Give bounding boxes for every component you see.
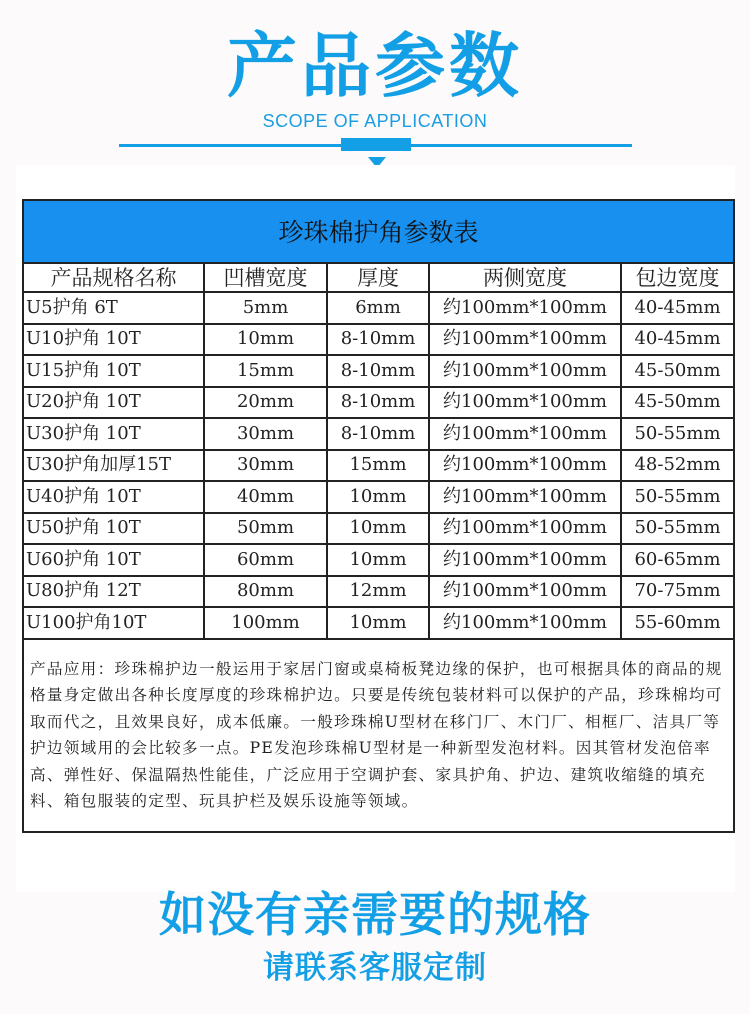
cell-thickness: 12mm	[327, 576, 429, 608]
divider-block	[341, 138, 411, 151]
cell-thickness: 10mm	[327, 544, 429, 576]
page-subtitle: SCOPE OF APPLICATION	[262, 111, 488, 131]
cta-headline: 如没有亲需要的规格	[159, 888, 591, 943]
cell-side-width: 约100mm*100mm	[429, 418, 621, 450]
cell-name: U20护角 10T	[24, 387, 204, 419]
col-header-side-width: 两侧宽度	[429, 264, 621, 292]
cell-side-width: 约100mm*100mm	[429, 544, 621, 576]
cell-name: U40护角 10T	[24, 481, 204, 513]
table-header-row	[24, 264, 733, 292]
cell-side-width: 约100mm*100mm	[429, 607, 621, 639]
table-row	[24, 544, 733, 576]
cell-groove-width: 40mm	[204, 481, 327, 513]
cell-name: U50护角 10T	[24, 513, 204, 545]
cell-groove-width: 10mm	[204, 324, 327, 356]
table-row	[24, 387, 733, 419]
cell-name: U30护角 10T	[24, 418, 204, 450]
cell-name: U10护角 10T	[24, 324, 204, 356]
table-row	[24, 481, 733, 513]
cell-edge-width: 70-75mm	[621, 576, 733, 608]
cell-thickness: 10mm	[327, 607, 429, 639]
cell-groove-width: 20mm	[204, 387, 327, 419]
table-row	[24, 607, 733, 639]
cell-edge-width: 40-45mm	[621, 324, 733, 356]
table-row	[24, 418, 733, 450]
col-header-name: 产品规格名称	[24, 264, 204, 292]
cell-name: U80护角 12T	[24, 576, 204, 608]
cell-groove-width: 30mm	[204, 450, 327, 482]
cell-edge-width: 45-50mm	[621, 387, 733, 419]
spec-sheet	[22, 199, 735, 833]
cell-thickness: 6mm	[327, 292, 429, 324]
col-header-edge-width: 包边宽度	[621, 264, 733, 292]
table-row	[24, 324, 733, 356]
cell-edge-width: 50-55mm	[621, 418, 733, 450]
table-row	[24, 292, 733, 324]
description-row	[24, 639, 733, 831]
cell-thickness: 8-10mm	[327, 355, 429, 387]
spec-table	[24, 264, 733, 831]
cell-side-width: 约100mm*100mm	[429, 292, 621, 324]
table-row	[24, 513, 733, 545]
cell-thickness: 8-10mm	[327, 387, 429, 419]
cell-groove-width: 15mm	[204, 355, 327, 387]
cell-side-width: 约100mm*100mm	[429, 387, 621, 419]
cell-thickness: 8-10mm	[327, 324, 429, 356]
cell-edge-width: 40-45mm	[621, 292, 733, 324]
table-row	[24, 450, 733, 482]
sheet-title: 珍珠棉护角参数表	[24, 201, 733, 264]
cell-name: U5护角 6T	[24, 292, 204, 324]
cell-thickness: 15mm	[327, 450, 429, 482]
cta-subline: 请联系客服定制	[263, 950, 487, 986]
cell-name: U15护角 10T	[24, 355, 204, 387]
product-description: 产品应用：珍珠棉护边一般运用于家居门窗或桌椅板凳边缘的保护，也可根据具体的商品的规格量身定做出各种长度厚度的珍珠棉护边。只要是传统包装材料可以保护的产品，珍珠棉均可取而代之，且效果良好，成本低廉。一般珍珠棉U型材在移门厂、木门厂、相框厂、洁具厂等护边领域用的会比较多一点。PE发泡珍珠棉U型材是一种新型发泡材料。因其管材发泡倍率高、弹性好、保温隔热性能佳，广泛应用于空调护套、家具护角、护边、建筑收缩缝的填充料、箱包服装的定型、玩具护栏及娱乐设施等领域。	[24, 639, 733, 831]
cell-groove-width: 100mm	[204, 607, 327, 639]
cell-side-width: 约100mm*100mm	[429, 481, 621, 513]
cell-groove-width: 5mm	[204, 292, 327, 324]
cell-thickness: 10mm	[327, 513, 429, 545]
table-row	[24, 576, 733, 608]
cell-edge-width: 60-65mm	[621, 544, 733, 576]
page-title: 产品参数	[227, 25, 523, 107]
cell-edge-width: 55-60mm	[621, 607, 733, 639]
cell-groove-width: 80mm	[204, 576, 327, 608]
cell-edge-width: 50-55mm	[621, 513, 733, 545]
col-header-groove-width: 凹槽宽度	[204, 264, 327, 292]
cell-name: U30护角加厚15T	[24, 450, 204, 482]
cell-groove-width: 50mm	[204, 513, 327, 545]
col-header-thickness: 厚度	[327, 264, 429, 292]
cell-edge-width: 48-52mm	[621, 450, 733, 482]
table-row	[24, 355, 733, 387]
cell-side-width: 约100mm*100mm	[429, 450, 621, 482]
cell-name: U100护角10T	[24, 607, 204, 639]
cell-side-width: 约100mm*100mm	[429, 576, 621, 608]
cell-side-width: 约100mm*100mm	[429, 513, 621, 545]
cell-side-width: 约100mm*100mm	[429, 355, 621, 387]
cell-edge-width: 45-50mm	[621, 355, 733, 387]
cell-groove-width: 30mm	[204, 418, 327, 450]
cell-groove-width: 60mm	[204, 544, 327, 576]
cell-edge-width: 50-55mm	[621, 481, 733, 513]
cell-thickness: 10mm	[327, 481, 429, 513]
cell-name: U60护角 10T	[24, 544, 204, 576]
cell-side-width: 约100mm*100mm	[429, 324, 621, 356]
cell-thickness: 8-10mm	[327, 418, 429, 450]
